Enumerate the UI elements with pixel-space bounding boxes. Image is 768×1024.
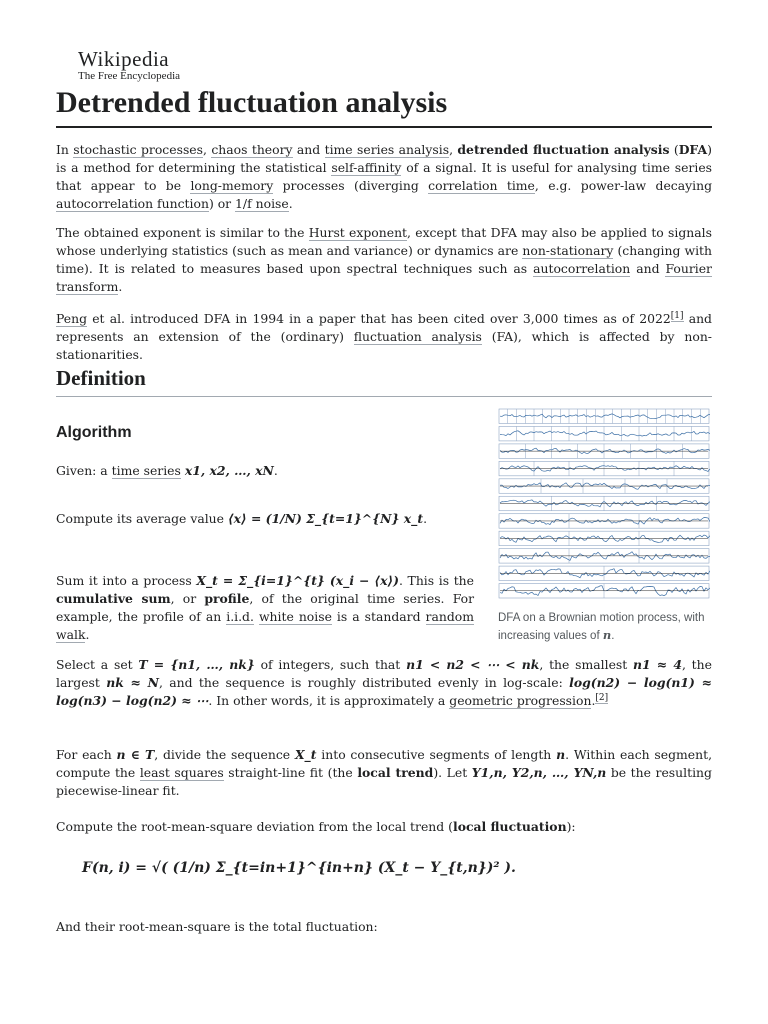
link-fourier-transform[interactable]: Fourier transform (56, 261, 712, 294)
rms-paragraph: Compute the root-mean-square deviation from the local trend (local fluctuation): (56, 819, 576, 834)
dfa-panel (499, 479, 710, 493)
link-chaos-theory[interactable]: chaos theory (211, 142, 293, 157)
link-fluctuation-analysis[interactable]: fluctuation analysis (353, 329, 482, 344)
formula-local-fluctuation: F(n, i) = √( (1/n) Σ_{t=in+1}^{in+n} (X_t − Y_{t,n})² ). (82, 860, 516, 876)
intro-paragraph-3: Peng et al. introduced DFA in 1994 in a paper that has been cited over 3,000 times as of 2022[1] and represents an extension of the (ordinary) fluctuation analysis (FA), which is affected by non-stationarities. (56, 310, 712, 362)
total-fluctuation-paragraph: And their root-mean-square is the total fluctuation: (56, 919, 378, 934)
page-title: Detrended fluctuation analysis (56, 84, 712, 128)
dfa-panel (499, 566, 710, 580)
math-order: n1 < n2 < ⋯ < nk (406, 657, 540, 672)
math-smallest: n1 ≈ 4 (633, 657, 682, 672)
intro-paragraph-2: The obtained exponent is similar to the Hurst exponent, except that DFA may also be applied to signals whose underlying statistics (such as mean and variance) or dynamics are non-stationary (changing with time). It is related to measures based upon spectral techniques such as autocorrelation and Fourier transform. (56, 225, 712, 294)
math-process: X_t = Σ_{i=1}^{t} (x_i − ⟨x⟩) (196, 573, 399, 588)
math-largest: nk ≈ N (106, 675, 159, 690)
link-time-series[interactable]: time series (111, 463, 181, 478)
link-correlation-time[interactable]: correlation time (428, 178, 535, 193)
dfa-panel (499, 549, 710, 563)
link-self-affinity[interactable]: self-affinity (331, 160, 402, 175)
math-average: ⟨x⟩ = (1/N) Σ_{t=1}^{N} x_t (227, 511, 424, 526)
dfa-brownian-motion-image[interactable] (498, 408, 710, 600)
wikipedia-logo-text: Wikipedia (78, 47, 170, 71)
reference-1[interactable]: [1] (670, 310, 684, 321)
math-y-fit: Y1,n, Y2,n, …, YN,n (471, 765, 607, 780)
math-n-in-t: n ∈ T (116, 747, 155, 762)
math-length: n (556, 747, 566, 762)
link-white-noise[interactable]: white noise (258, 609, 332, 624)
dfa-panel (499, 461, 710, 475)
intro-paragraph-1: In stochastic processes, chaos theory and time series analysis, detrended fluctuation analysis (DFA) is a method for determining the statistical self-affinity of a signal. It is useful for analysing time series that appear to be long-memory processes (diverging correlation time, e.g. power-law decaying autocorrelation function) or 1/f noise. (56, 142, 713, 211)
link-geometric-progression[interactable]: geometric progression (449, 693, 592, 708)
math-log-spacing: log(n2) − log(n1) ≈ log(n3) − log(n2) ≈ ⋯ (56, 675, 713, 708)
segments-paragraph: For each n ∈ T, divide the sequence X_t into consecutive segments of length n. Within each segment, compute the least squares straight-line fit (the local trend). Let Y1,n, Y2,n, …, YN,n be the resulting piecewise-linear fit. (56, 747, 713, 798)
math-set-t: T = {n1, …, nk} (138, 657, 255, 672)
dfa-panel (499, 514, 710, 528)
term-profile: profile (204, 591, 250, 606)
dfa-panel (499, 426, 710, 440)
term-local-fluctuation: local fluctuation (452, 819, 567, 834)
average-paragraph: Compute its average value ⟨x⟩ = (1/N) Σ_{t=1}^{N} x_t. (56, 511, 428, 526)
link-random-walk[interactable]: random walk (56, 609, 474, 642)
link-autocorrelation-function[interactable]: autocorrelation function (56, 196, 209, 211)
math-xt: X_t (294, 747, 317, 762)
section-heading-definition: Definition (56, 364, 712, 397)
dfa-panel (499, 496, 710, 510)
link-1f-noise[interactable]: 1/f noise (235, 196, 289, 211)
term-dfa-abbr: DFA (678, 142, 708, 157)
select-set-paragraph: Select a set T = {n1, …, nk} of integers, such that n1 < n2 < ⋯ < nk, the smallest n1 ≈ 4, the largest nk ≈ N, and the sequence is roughly distributed evenly in log-scale: log(n2) − log(n1) ≈ log(n3) − log(n2) ≈ ⋯. In other words, it is approximately a geometric progression.[2] (56, 657, 713, 708)
link-non-stationary[interactable]: non-stationary (522, 243, 614, 258)
subsection-heading-algorithm: Algorithm (56, 424, 132, 441)
term-cumulative-sum: cumulative sum (56, 591, 171, 606)
term-local-trend: local trend (357, 765, 434, 780)
link-stochastic-processes[interactable]: stochastic processes (73, 142, 203, 157)
dfa-panel (499, 409, 710, 423)
wikipedia-tagline: The Free Encyclopedia (78, 70, 181, 82)
link-long-memory[interactable]: long-memory (190, 178, 274, 193)
reference-2[interactable]: [2] (595, 692, 609, 703)
link-peng[interactable]: Peng (56, 311, 88, 326)
term-dfa: detrended fluctuation analysis (457, 142, 670, 157)
dfa-panel (499, 531, 710, 545)
math-sequence: x1, x2, …, xN (184, 463, 274, 478)
figure-caption: DFA on a Brownian motion process, with increasing values of n. (498, 612, 705, 642)
link-least-squares[interactable]: least squares (139, 765, 224, 780)
dfa-panel (499, 444, 710, 458)
link-time-series-analysis[interactable]: time series analysis (324, 142, 450, 157)
dfa-panel (499, 584, 710, 598)
link-iid[interactable]: i.i.d. (226, 609, 254, 624)
wikipedia-wordmark[interactable] (78, 48, 180, 83)
dfa-figure (498, 408, 710, 645)
link-autocorrelation[interactable]: autocorrelation (533, 261, 631, 276)
cumulative-sum-paragraph: Sum it into a process X_t = Σ_{i=1}^{t} (x_i − ⟨x⟩). This is the cumulative sum, or profile, of the original time series. For example, the profile of an i.i.d. white noise is a standard random walk. (56, 573, 475, 642)
link-hurst-exponent[interactable]: Hurst exponent (308, 225, 408, 240)
given-paragraph: Given: a time series x1, x2, …, xN. (56, 463, 278, 478)
